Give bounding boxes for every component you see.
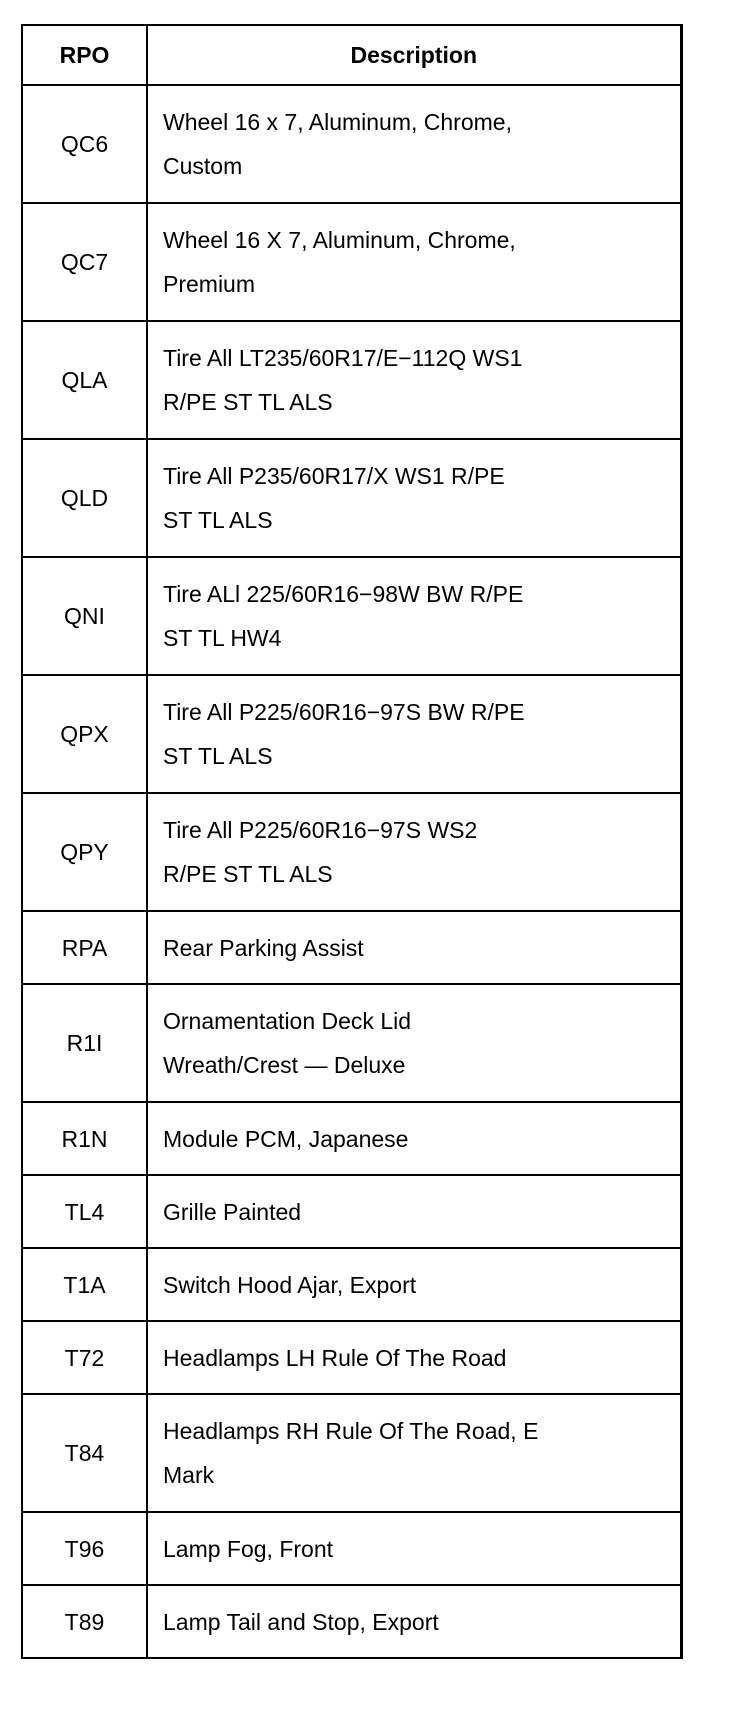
rpo-code-cell: R1I xyxy=(22,984,147,1102)
description-line: Ornamentation Deck Lid xyxy=(163,1008,412,1034)
rpo-code-cell: TL4 xyxy=(22,1175,147,1248)
table-row xyxy=(22,911,681,984)
description-line: Custom xyxy=(163,153,243,179)
table-row xyxy=(22,1585,681,1658)
rpo-code-cell: QLD xyxy=(22,439,147,557)
description-line: Tire All P225/60R16−97S BW R/PE xyxy=(163,699,525,725)
description-line: Lamp Fog, Front xyxy=(163,1535,334,1562)
header-row xyxy=(22,25,681,85)
header-description: Description xyxy=(147,25,681,85)
table-body xyxy=(22,85,681,1658)
description-cell xyxy=(147,675,681,793)
description-line: R/PE ST TL ALS xyxy=(163,389,333,415)
table-row xyxy=(22,85,681,203)
rpo-code-cell: R1N xyxy=(22,1102,147,1175)
description-line: Headlamps RH Rule Of The Road, E xyxy=(163,1418,539,1444)
description-line: Tire All LT235/60R17/E−112Q WS1 xyxy=(163,345,523,371)
table-row xyxy=(22,439,681,557)
rpo-code-cell: T89 xyxy=(22,1585,147,1658)
description-cell xyxy=(147,1321,681,1394)
description-line: Premium xyxy=(163,271,256,297)
rpo-table xyxy=(21,24,683,1659)
table-row xyxy=(22,984,681,1102)
description-line: Wheel 16 X 7, Aluminum, Chrome, xyxy=(163,227,516,253)
rpo-code-cell: QPX xyxy=(22,675,147,793)
description-cell xyxy=(147,793,681,911)
description-line: Headlamps LH Rule Of The Road xyxy=(163,1344,507,1371)
description-cell xyxy=(147,984,681,1102)
description-line: Grille Painted xyxy=(163,1198,302,1225)
description-cell xyxy=(147,1175,681,1248)
table-row xyxy=(22,321,681,439)
table-row xyxy=(22,1512,681,1585)
description-line: ST TL ALS xyxy=(163,743,273,769)
description-cell xyxy=(147,1102,681,1175)
description-cell xyxy=(147,1394,681,1512)
table-row xyxy=(22,203,681,321)
table-row xyxy=(22,793,681,911)
table-row xyxy=(22,1394,681,1512)
rpo-code-cell: RPA xyxy=(22,911,147,984)
description-line: Mark xyxy=(163,1462,215,1488)
table-row xyxy=(22,1321,681,1394)
description-line: ST TL HW4 xyxy=(163,625,282,651)
header-rpo: RPO xyxy=(22,25,147,85)
description-line: Tire All P235/60R17/X WS1 R/PE xyxy=(163,463,505,489)
rpo-code-cell: QLA xyxy=(22,321,147,439)
rpo-code-cell: QC6 xyxy=(22,85,147,203)
description-line: Wheel 16 x 7, Aluminum, Chrome, xyxy=(163,109,512,135)
description-line: ST TL ALS xyxy=(163,507,273,533)
rpo-code-cell: T72 xyxy=(22,1321,147,1394)
table-row xyxy=(22,1248,681,1321)
description-line: Module PCM, Japanese xyxy=(163,1125,409,1152)
description-cell xyxy=(147,911,681,984)
description-line: Tire ALl 225/60R16−98W BW R/PE xyxy=(163,581,524,607)
description-cell xyxy=(147,1512,681,1585)
description-line: Wreath/Crest — Deluxe xyxy=(163,1052,406,1078)
description-cell xyxy=(147,85,681,203)
rpo-code-cell: T96 xyxy=(22,1512,147,1585)
description-line: Rear Parking Assist xyxy=(163,934,364,961)
rpo-code-cell: QNI xyxy=(22,557,147,675)
rpo-code-cell: T1A xyxy=(22,1248,147,1321)
description-line: R/PE ST TL ALS xyxy=(163,861,333,887)
table-row xyxy=(22,557,681,675)
description-line: Lamp Tail and Stop, Export xyxy=(163,1608,439,1635)
description-cell xyxy=(147,1585,681,1658)
description-line: Tire All P225/60R16−97S WS2 xyxy=(163,817,478,843)
rpo-code-cell: T84 xyxy=(22,1394,147,1512)
table-row xyxy=(22,1102,681,1175)
description-cell xyxy=(147,203,681,321)
table-row xyxy=(22,1175,681,1248)
description-cell xyxy=(147,557,681,675)
rpo-code-cell: QC7 xyxy=(22,203,147,321)
description-cell xyxy=(147,1248,681,1321)
table-row xyxy=(22,675,681,793)
rpo-code-cell: QPY xyxy=(22,793,147,911)
description-cell xyxy=(147,321,681,439)
description-line: Switch Hood Ajar, Export xyxy=(163,1271,417,1298)
description-cell xyxy=(147,439,681,557)
